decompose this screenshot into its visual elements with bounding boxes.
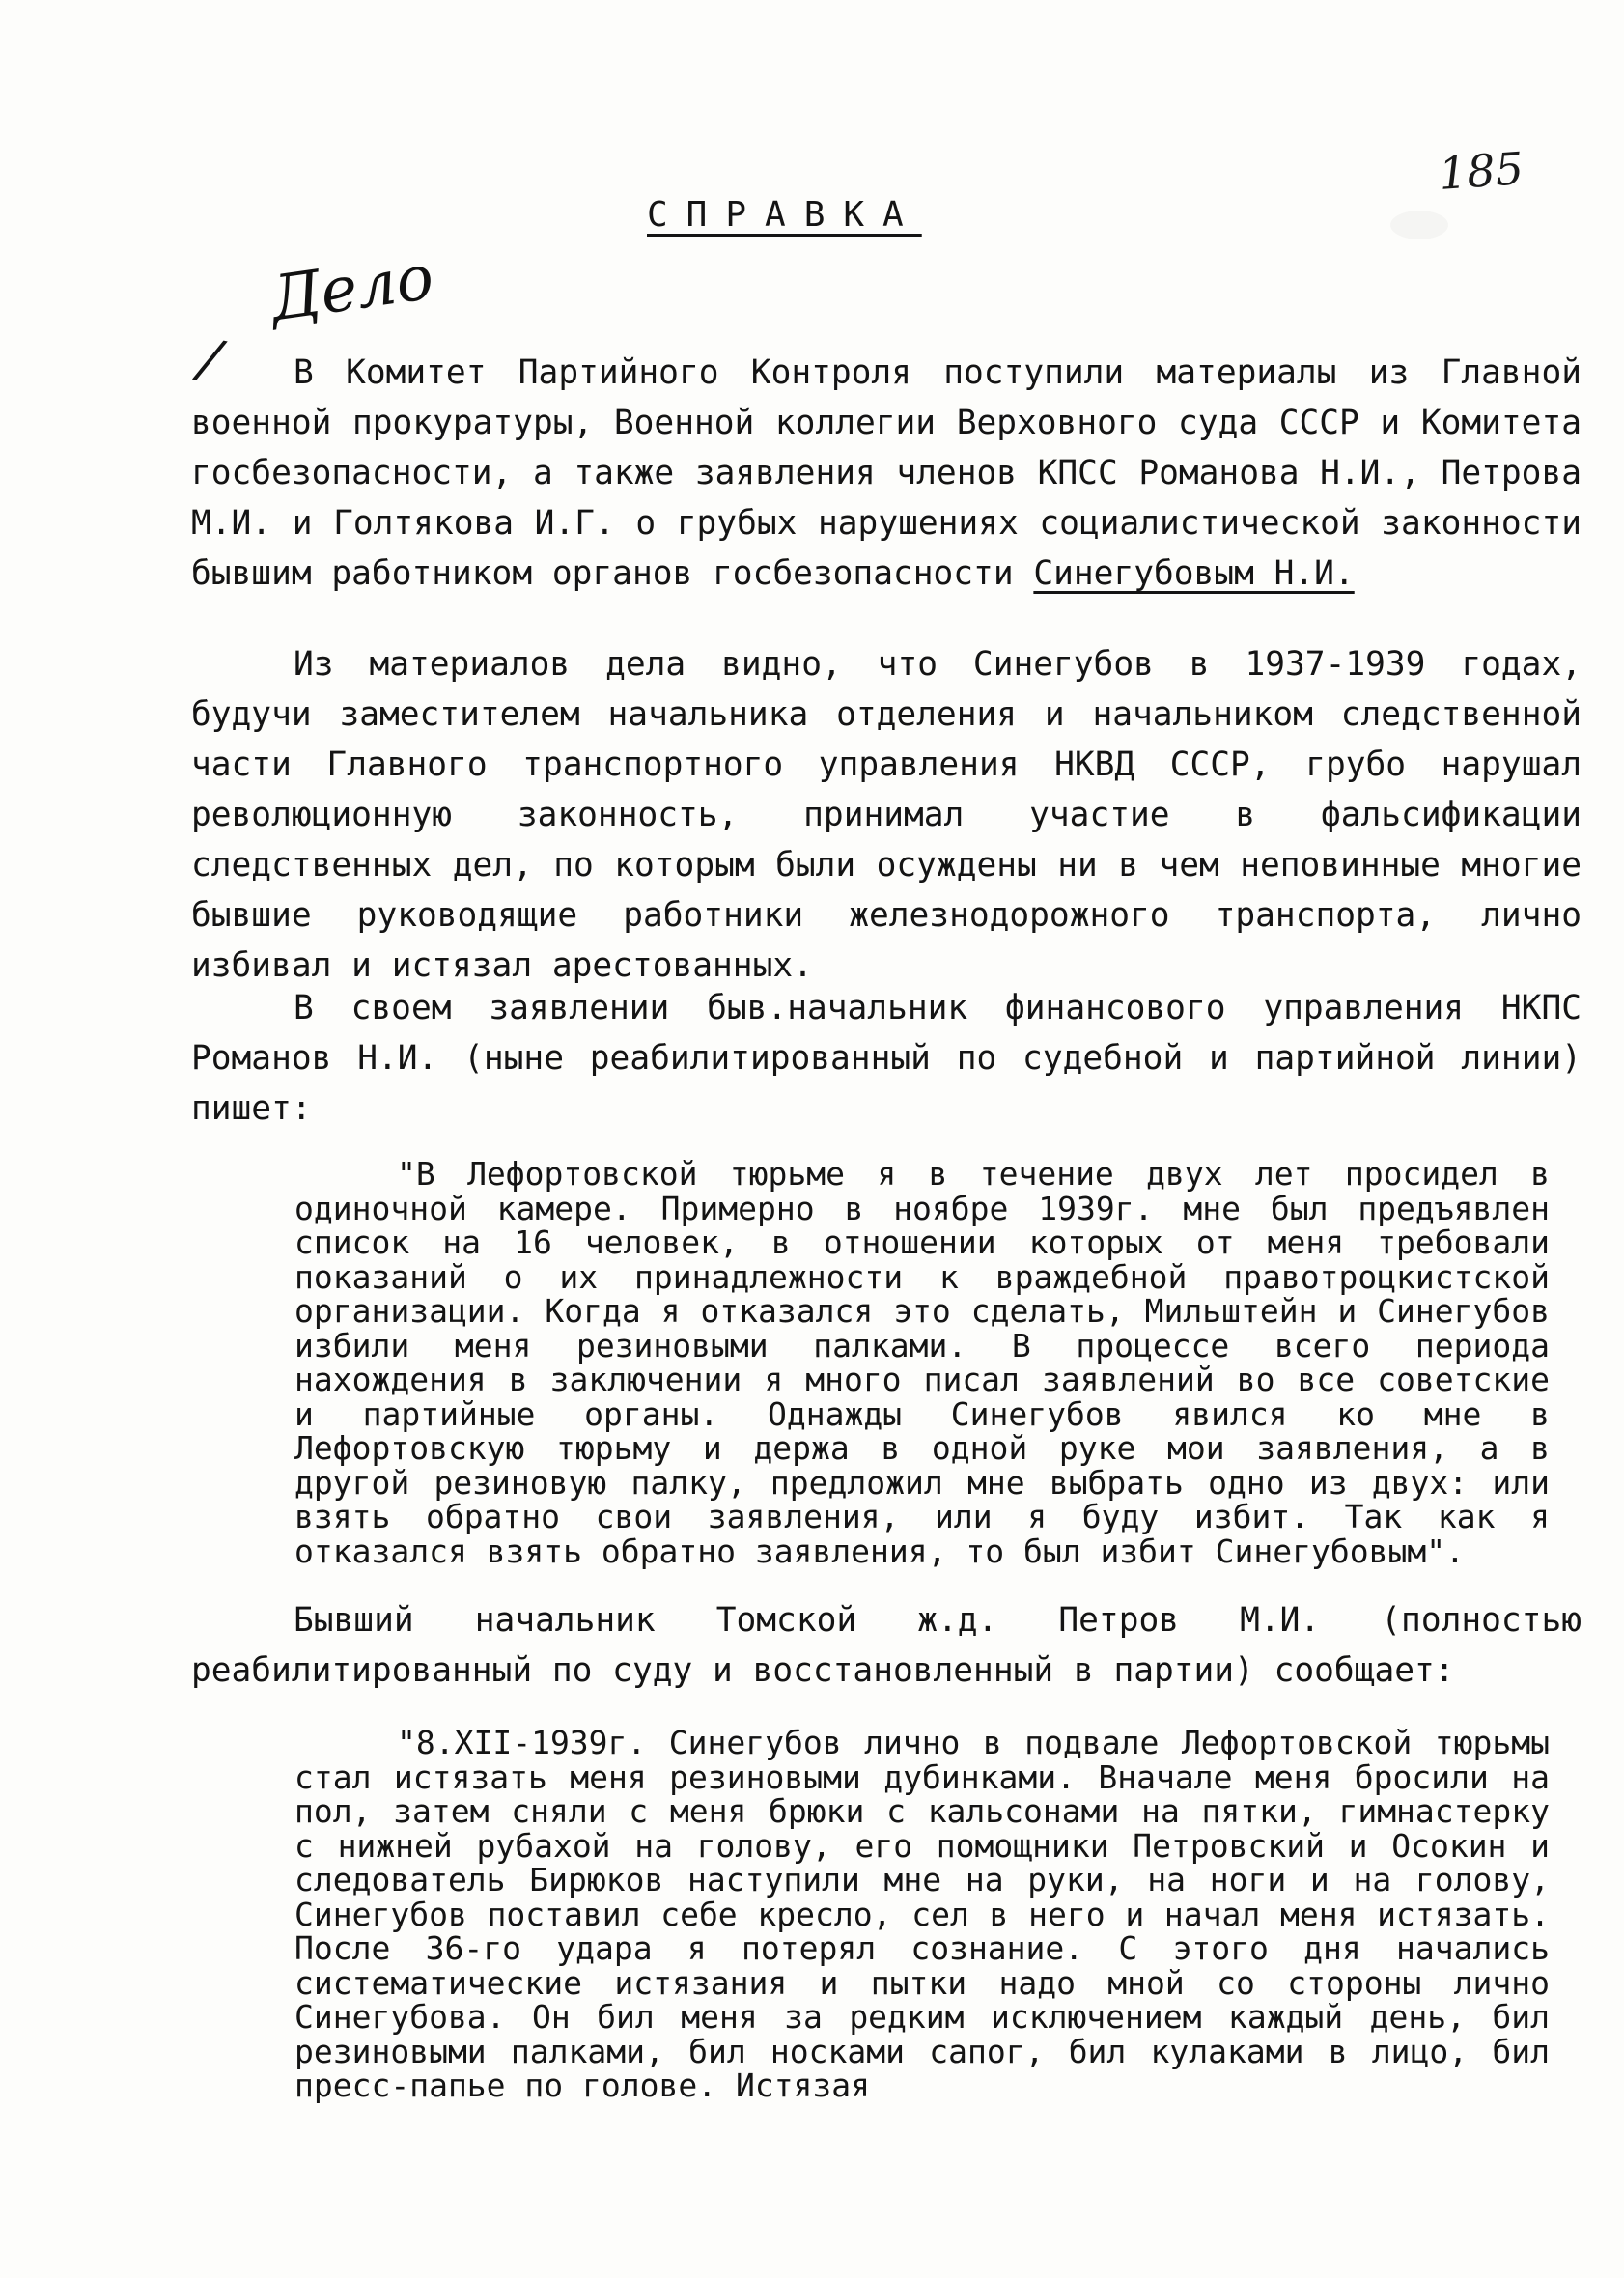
ink-smudge [1390, 211, 1448, 239]
handwritten-note: Дело [266, 241, 438, 336]
quote-romanov: "В Лефортовской тюрьме я в течение двух лет просидел в одиночной камере. Примерно в ноябре 1939г. мне был предъявлен список на 16 человек, в отношении которых от меня требовали показаний о их принадлежности к враждебной правотроцкистской организации. Когда я отказался это сделать, Мильштейн и Синегубов избили меня резиновыми палками. В процессе всего периода нахождения в заключении я много писал заявлений во все советские и партийные органы. Однажды Синегубов явился ко мне в Лефортовскую тюрьму и держа в одной руке мои заявления, а в другой резиновую палку, предложил мне выбрать одно из двух: или взять обратно свои заявления, или я буду избит. Так как я отказался взять обратно заявления, то был избит Синегубовым". [294, 1155, 1550, 1570]
paragraph-materials: Из материалов дела видно, что Синегубов в 1937-1939 годах, будучи заместителем начальника отделения и начальником следственной части Главного транспортного управления НКВД СССР, грубо нарушал революционную законность, принимал участие в фальсификации следственных дел, по которым были осуждены ни в чем неповинные многие бывшие руководящие работники железнодорожного транспорта, лично избивал и истязал арестованных. [191, 645, 1582, 985]
document-title: СПРАВКА [647, 195, 922, 235]
margin-mark: / [194, 326, 226, 393]
paragraph-petrov-intro: Бывший начальник Томской ж.д. Петров М.И. (полностью реабилитированный по суду и восстановленный в партии) сообщает: [191, 1601, 1582, 1690]
paragraph-romanov-intro: В своем заявлении быв.начальник финансового управления НКПС Романов Н.И. (ныне реабилитированный по судебной и партийной линии) пишет: [191, 989, 1582, 1128]
paragraph-intro [191, 348, 1582, 599]
page-number: 185 [1437, 142, 1526, 200]
paragraph-intro-text: В Комитет Партийного Контроля поступили материалы из Главной военной прокуратуры, Военной коллегии Верховного суда СССР и Комитета госбезопасности, а также заявления членов КПСС Романова Н.И., Петрова М.И. и Голтякова И.Г. о грубых нарушениях социалистической законности бывшим работником органов госбезопасности [191, 353, 1582, 593]
quote-petrov: "8.XII-1939г. Синегубов лично в подвале Лефортовской тюрьмы стал истязать меня резиновыми дубинками. Вначале меня бросили на пол, затем сняли с меня брюки с кальсонами на пятки, гимнастерку с нижней рубахой на голову, его помощники Петровский и Осокин и следователь Бирюков наступили мне на руки, на ноги и на голову, Синегубов поставил себе кресло, сел в него и начал меня истязать. После 36-го удара я потерял сознание. С этого дня начались систематические истязания и пытки надо мной со стороны лично Синегубова. Он бил меня за редким исключением каждый день, бил резиновыми палками, бил носками сапог, бил кулаками в лицо, бил пресс-папье по голове. Истязая [294, 1724, 1550, 2104]
underlined-name: Синегубовым Н.И. [1033, 554, 1355, 593]
